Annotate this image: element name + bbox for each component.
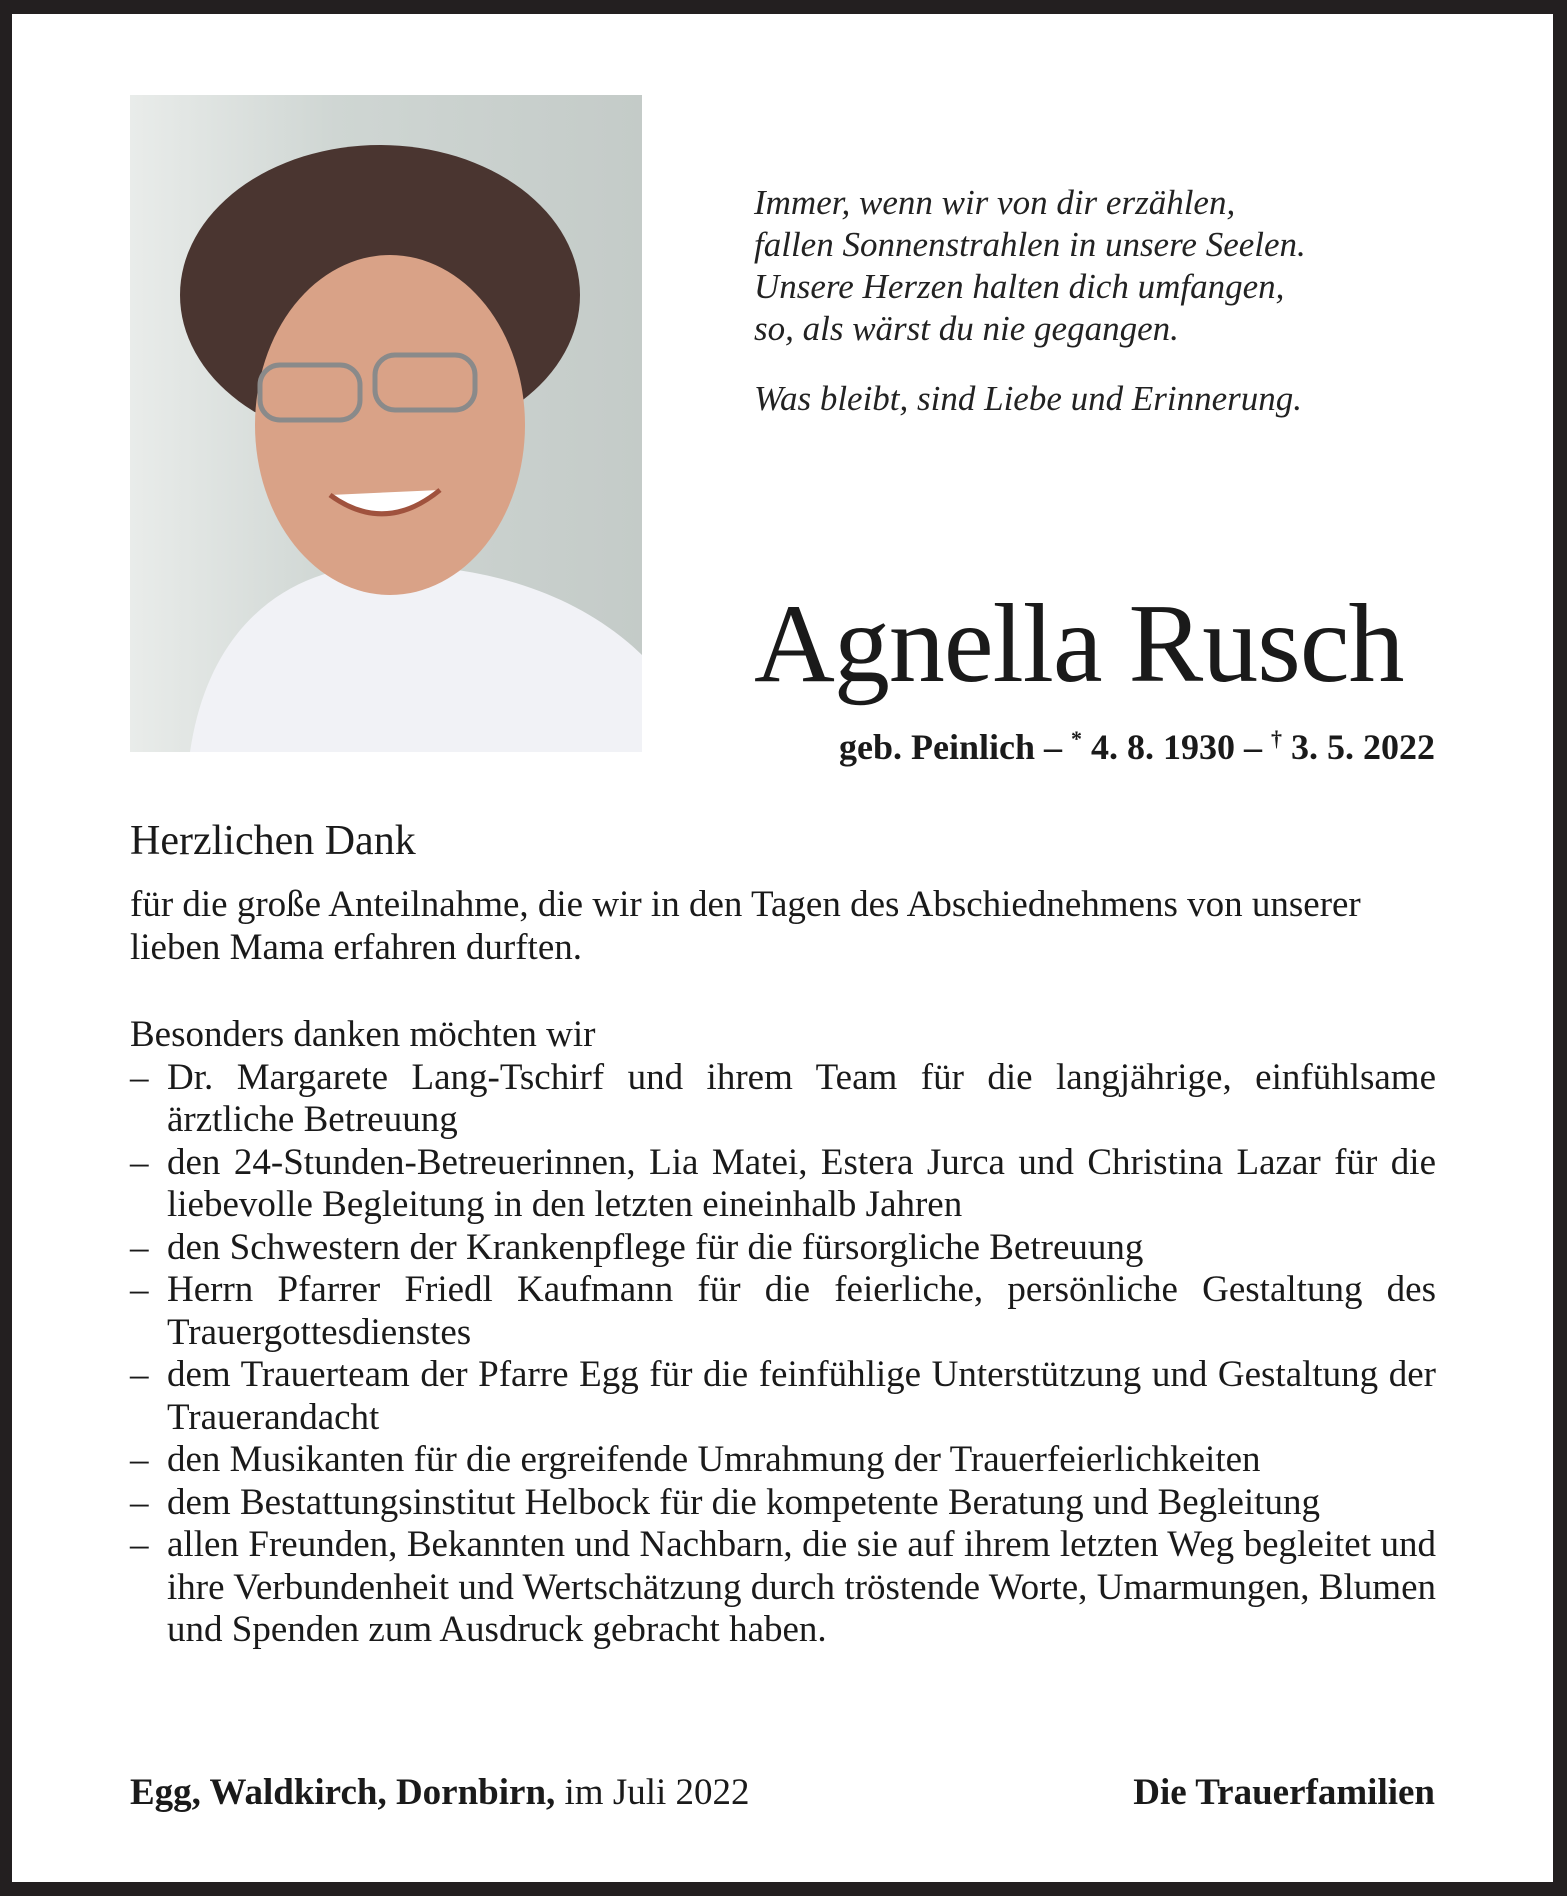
poem — [754, 182, 1306, 448]
signature: Die Trauerfamilien — [1133, 1772, 1435, 1813]
thanks-heading: Herzlichen Dank — [130, 818, 416, 864]
special-thanks — [130, 1014, 1436, 1652]
date: im Juli 2022 — [564, 1772, 750, 1813]
list-item: – dem Trauerteam der Pfarre Egg für die feinfühlige Unterstützung und Gestaltung der Trauerandacht — [130, 1354, 1436, 1439]
deceased-name: Agnella Rusch — [754, 582, 1404, 706]
special-intro: Besonders danken möchten wir — [130, 1014, 596, 1055]
list-item: – Herrn Pfarrer Friedl Kaufmann für die feierliche, persönliche Gestaltung des Trauergottesdienstes — [130, 1269, 1436, 1354]
poem-line: so, als wärst du nie gegangen. — [754, 309, 1179, 348]
thanks-list — [130, 1057, 1436, 1652]
death-date: 3. 5. 2022 — [1291, 727, 1435, 767]
places: Egg, Waldkirch, Dornbirn, — [130, 1772, 556, 1813]
list-item: – den Musikanten für die ergreifende Umrahmung der Trauerfeierlichkeiten — [130, 1439, 1436, 1482]
list-item: – den Schwestern der Krankenpflege für die fürsorgliche Betreuung — [130, 1227, 1436, 1270]
footer — [130, 1771, 1435, 1814]
list-item: – Dr. Margarete Lang-Tschirf und ihrem Team für die langjährige, einfühlsame ärztliche Betreuung — [130, 1057, 1436, 1142]
poem-line: Unsere Herzen halten dich umfangen, — [754, 267, 1285, 306]
poem-line: Was bleibt, sind Liebe und Erinnerung. — [754, 379, 1303, 418]
life-dates — [839, 726, 1435, 768]
poem-line: fallen Sonnenstrahlen in unsere Seelen. — [754, 225, 1306, 264]
intro-text — [130, 884, 1436, 969]
place-date — [130, 1771, 750, 1814]
list-item: – den 24-Stunden-Betreuerinnen, Lia Matei, Estera Jurca und Christina Lazar für die liebevolle Begleitung in den letzten eineinhalb Jahren — [130, 1142, 1436, 1227]
portrait-photo — [130, 95, 642, 752]
obituary-page — [12, 14, 1553, 1882]
died-symbol: † — [1271, 726, 1282, 751]
poem-line: Immer, wenn wir von dir erzählen, — [754, 183, 1236, 222]
list-item: – dem Bestattungsinstitut Helbock für die kompetente Beratung und Begleitung — [130, 1482, 1436, 1525]
born-symbol: * — [1071, 726, 1082, 751]
intro-paragraph: für die große Anteilnahme, die wir in den Tagen des Abschiednehmens von unserer lieben Mama erfahren durften. — [130, 884, 1361, 968]
birth-date: 4. 8. 1930 – — [1091, 727, 1262, 767]
list-item: – allen Freunden, Bekannten und Nachbarn, die sie auf ihrem letzten Weg begleitet und ihre Verbundenheit und Wertschätzung durch tröstende Worte, Umarmungen, Blumen und Spenden zum Ausdruck gebracht haben. — [130, 1524, 1436, 1652]
maiden-name: geb. Peinlich – — [839, 727, 1062, 767]
